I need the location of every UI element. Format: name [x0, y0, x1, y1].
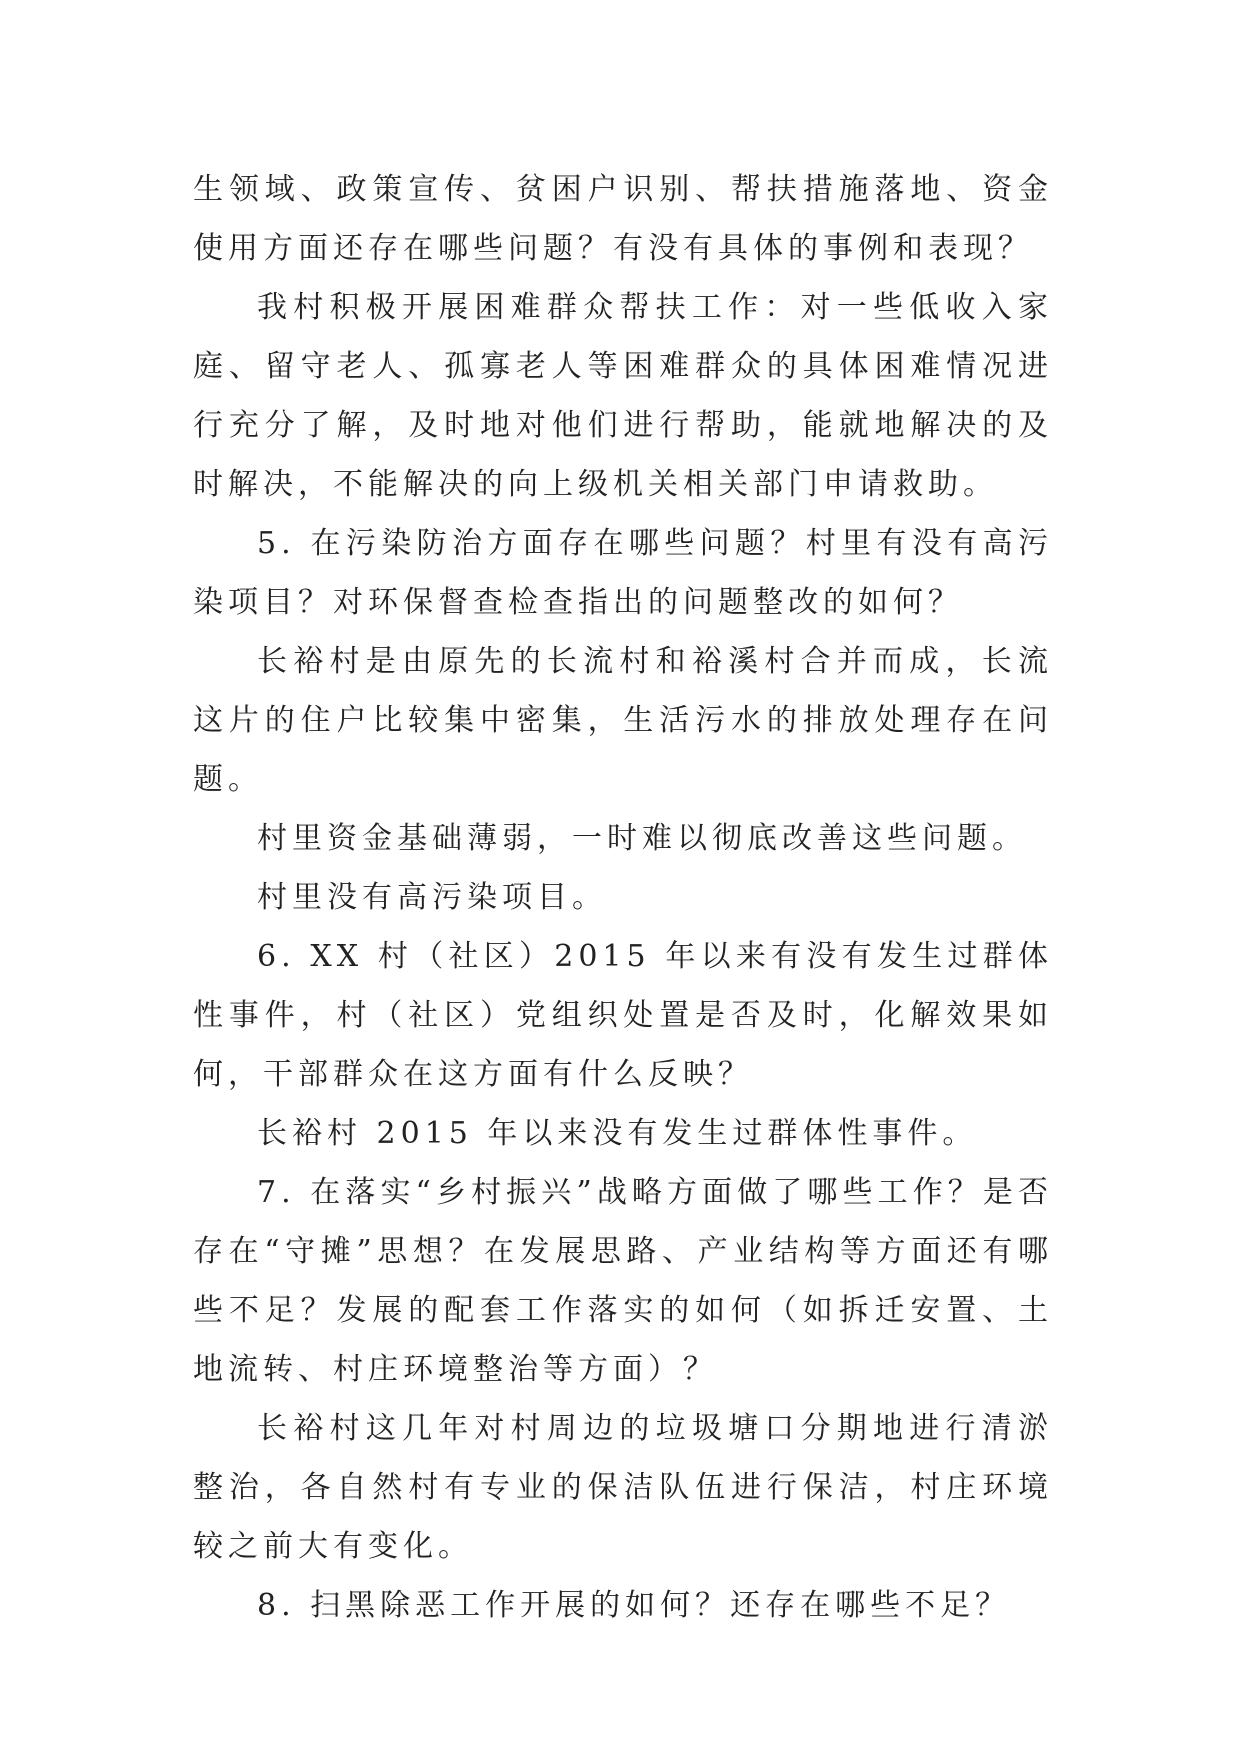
paragraph-question-8: 8. 扫黑除恶工作开展的如何？还存在哪些不足？ — [257, 1588, 1011, 1623]
paragraph-question-7: 7. 在落实“乡村振兴”战略方面做了哪些工作？是否存在“守摊”思想？在发展思路、产业结构等方面还有哪些不足？发展的配套工作落实的如何（如拆迁安置、土地流转、村庄环境整治等方面）？ — [193, 1175, 1053, 1387]
document-body — [193, 160, 1053, 1635]
paragraph-answer-5-c: 村里没有高污染项目。 — [257, 880, 607, 915]
paragraph-question-6: 6. XX 村（社区）2015 年以来有没有发生过群体性事件，村（社区）党组织处置是否及时，化解效果如何，干部群众在这方面有什么反映？ — [193, 939, 1053, 1092]
paragraph-answer-7: 长裕村这几年对村周边的垃圾塘口分期地进行清淤整治，各自然村有专业的保洁队伍进行保洁，村庄环境较之前大有变化。 — [193, 1411, 1053, 1564]
paragraph-answer-5-a: 长裕村是由原先的长流村和裕溪村合并而成，长流这片的住户比较集中密集，生活污水的排放处理存在问题。 — [193, 644, 1053, 797]
paragraph-continuation: 生领域、政策宣传、贫困户识别、帮扶措施落地、资金使用方面还存在哪些问题？有没有具体的事例和表现？ — [193, 172, 1053, 266]
paragraph-answer-6: 长裕村 2015 年以来没有发生过群体性事件。 — [257, 1116, 978, 1151]
paragraph-question-5: 5. 在污染防治方面存在哪些问题？村里有没有高污染项目？对环保督查检查指出的问题整改的如何？ — [193, 526, 1053, 620]
paragraph-answer-assistance: 我村积极开展困难群众帮扶工作：对一些低收入家庭、留守老人、孤寡老人等困难群众的具体困难情况进行充分了解，及时地对他们进行帮助，能就地解决的及时解决，不能解决的向上级机关相关部门申请救助。 — [193, 290, 1053, 502]
paragraph-answer-5-b: 村里资金基础薄弱，一时难以彻底改善这些问题。 — [257, 821, 1027, 856]
